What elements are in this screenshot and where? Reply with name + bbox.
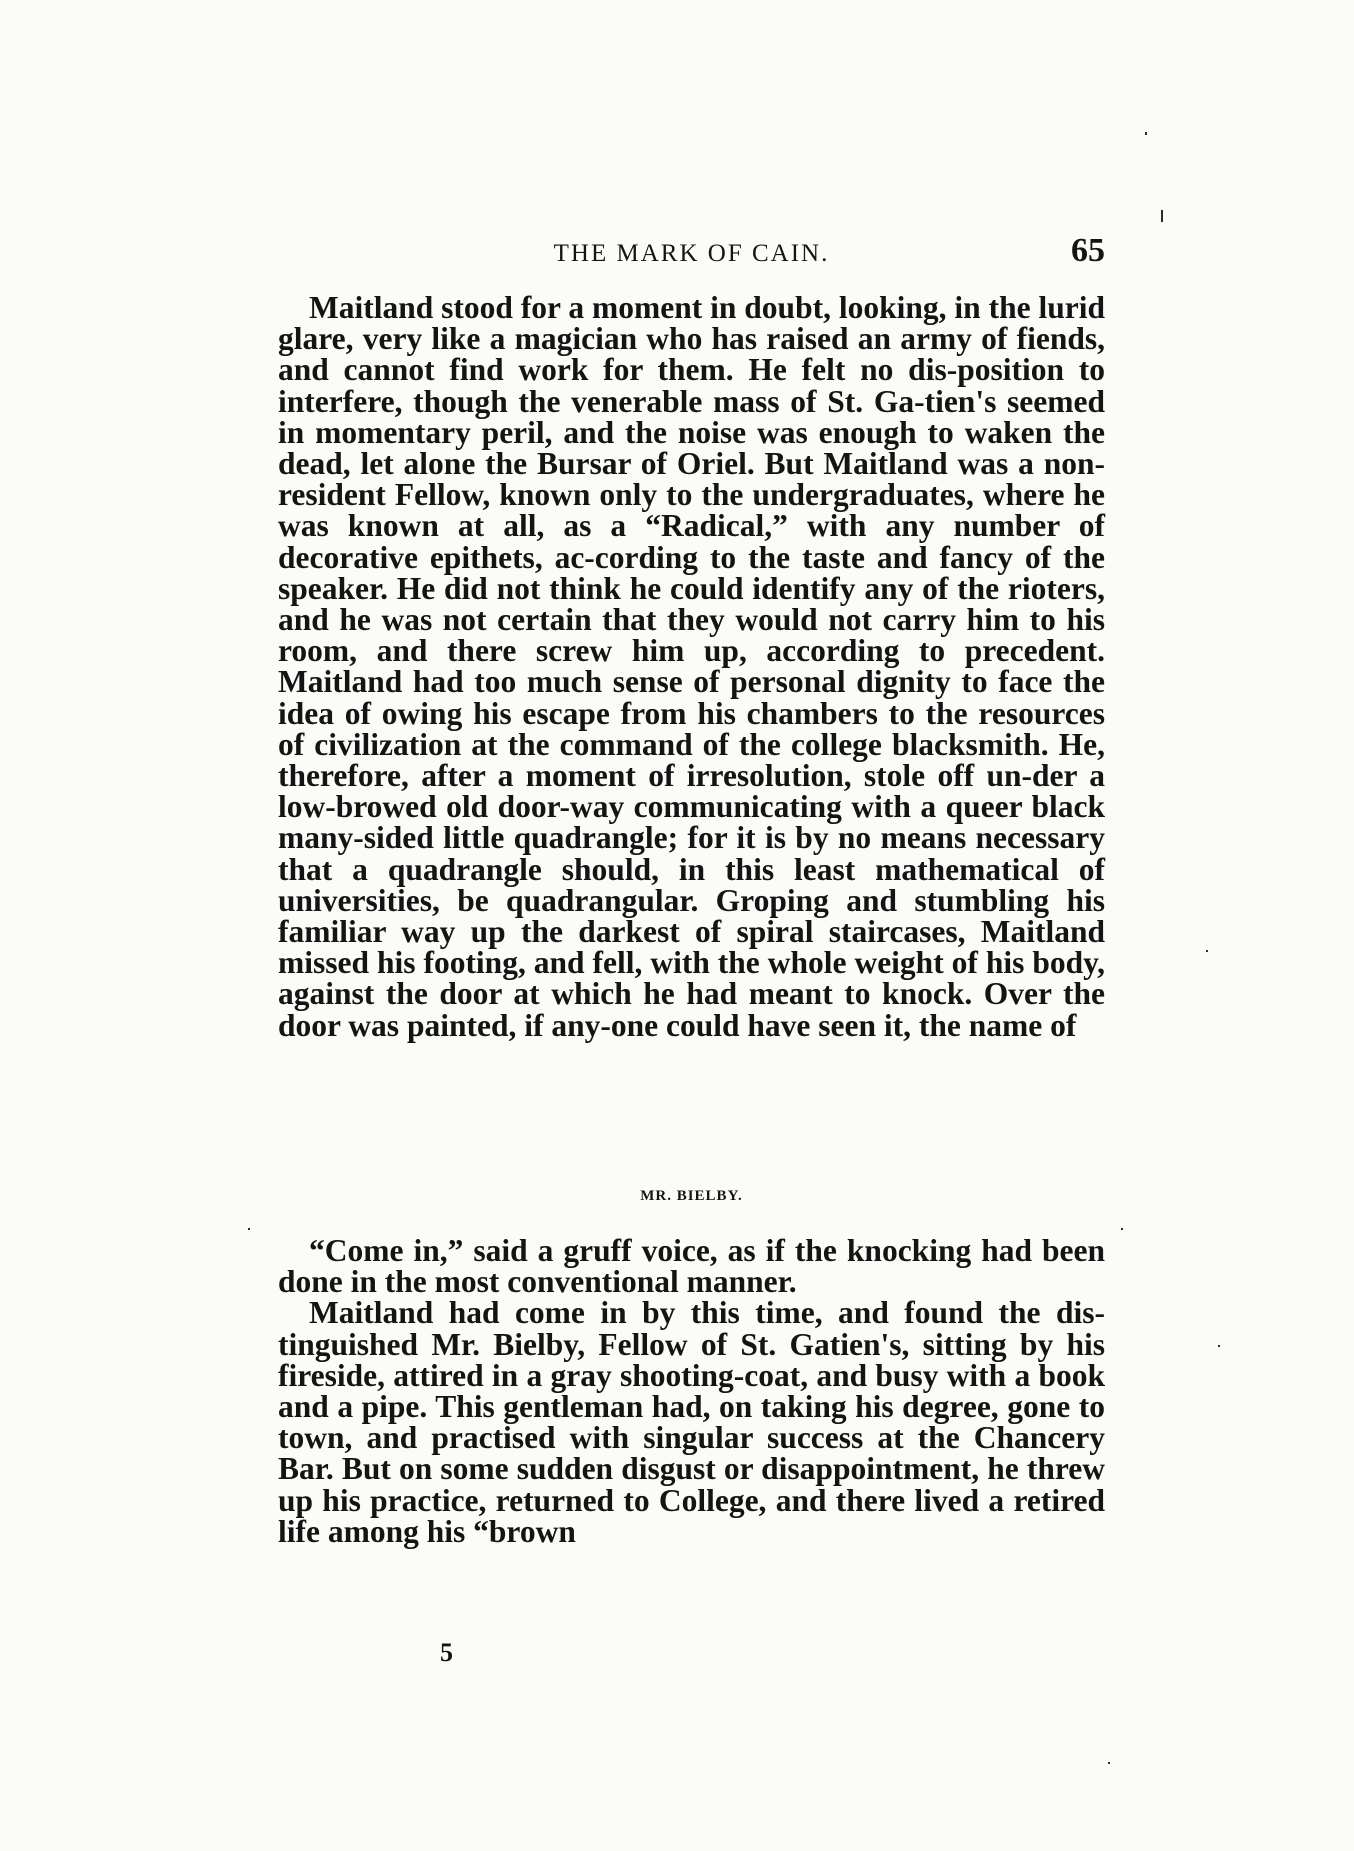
page-number: 65 <box>1071 232 1105 269</box>
door-name-plate: MR. BIELBY. <box>640 1188 743 1204</box>
scan-speck <box>1121 1228 1123 1230</box>
running-title: THE MARK OF CAIN. <box>553 240 830 267</box>
paragraph: “Come in,” said a gruff voice, as if the knocking had been done in the most conventional manner. <box>278 1233 1105 1300</box>
scan-speck <box>248 1228 250 1230</box>
main-text <box>278 292 1105 1041</box>
scan-speck <box>1206 950 1208 952</box>
scan-speck <box>1161 210 1163 222</box>
continued-text <box>278 1235 1105 1547</box>
scan-speck <box>1108 1762 1110 1764</box>
scan-speck <box>1145 132 1147 135</box>
signature-mark: 5 <box>440 1638 453 1667</box>
running-head <box>278 232 1105 272</box>
scan-speck <box>1218 1345 1220 1347</box>
paragraph: Maitland had come in by this time, and found the dis-tinguished Mr. Bielby, Fellow of St. Gatien's, sitting by his fireside, attired in a gray shooting-coat, and busy with a book and a pipe. This gentleman had, on taking his degree, gone to town, and practised with singular success at the Chancery Bar. But on some sudden disgust or disappointment, he threw up his practice, returned to College, and there lived a retired life among his “brown <box>278 1295 1105 1549</box>
paragraph: Maitland stood for a moment in doubt, looking, in the lurid glare, very like a magician who has raised an army of fiends, and cannot find work for them. He felt no dis-position to interfere, though the venerable mass of St. Ga-tien's seemed in momentary peril, and the noise was enough to waken the dead, let alone the Bursar of Oriel. But Maitland was a non-resident Fellow, known only to the undergraduates, where he was known at all, as a “Radical,” with any number of decorative epithets, ac-cording to the taste and fancy of the speaker. He did not think he could identify any of the rioters, and he was not certain that they would not carry him to his room, and there screw him up, according to precedent. Maitland had too much sense of personal dignity to face the idea of owing his escape from his chambers to the resources of civilization at the command of the college blacksmith. He, therefore, after a moment of irresolution, stole off un-der a low-browed old door-way communicating with a queer black many-sided little quadrangle; for it is by no means necessary that a quadrangle should, in this least mathematical of universities, be quadrangular. Groping and stumbling his familiar way up the darkest of spiral staircases, Maitland missed his footing, and fell, with the whole weight of his body, against the door at which he had meant to knock. Over the door was painted, if any-one could have seen it, the name of <box>278 290 1105 1043</box>
